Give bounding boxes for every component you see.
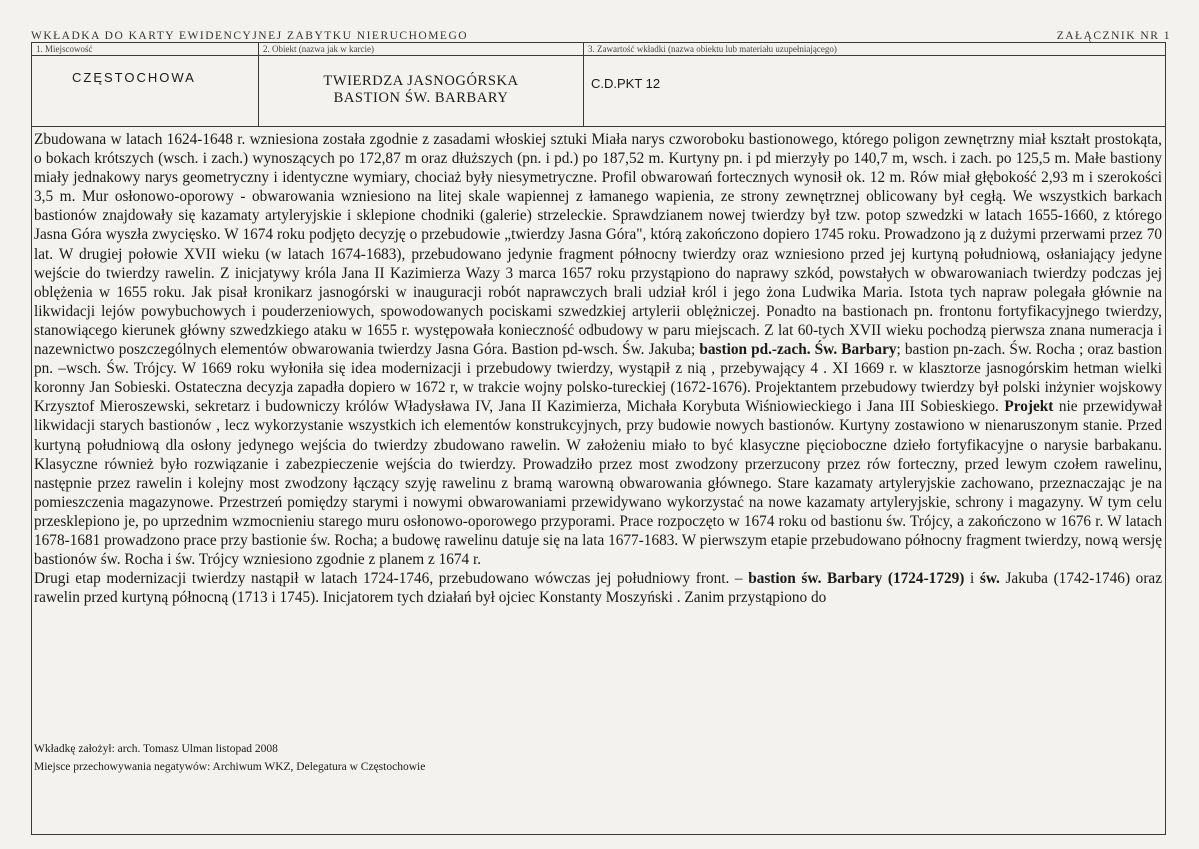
field-content: [584, 43, 1165, 126]
text-run: nie przewidywał likwidacji starych bastionów , lecz wykorzystanie wszystkich ich elementów konstrukcyjnych, przy budowie nowych bastionów. Kurtyny zostawiono w nienaruszonym stanie. Przed kurtyną południową dla osłony jedynego wejścia do twierdzy zbudowano rawelin. W założeniu miało to być klasyczne pięcioboczne dzieło fortyfikacyjne o narysie barbakanu. Klasyczne również było rozwiązanie i zabezpieczenie wejścia do twierdzy. Prowadziło przez most zwodzony przerzucony przez rów forteczny, przed lewym czołem rawelinu, następnie przez rawelin i kolejny most zwodzony łączący szyję rawelinu z bramą warowną obwarowania głównego. Stare kazamaty artyleryjskie zachowano, przeznaczając je na pomieszczenia magazynowe. Przestrzeń pomiędzy starymi i nowymi obwarowaniami przewidywano wykorzystać na nowe kazamaty artyleryjskie, schrony i magazyny. W tym celu przesklepiono je, po uprzednim wzmocnieniu starego muru osłonowo-oporowego przyporami. Prace rozpoczęto w 1674 roku od bastionu św. Trójcy, a zakończono w 1676 r. W latach 1678-1681 prowadzono prace przy bastionie św. Rocha; a budowę rawelinu datuje się na lata 1677-1683. W pierwszym etapie przebudowano północny fragment twierdzy, nową wersję bastionów św. Rocha i św. Trójcy wzniesiono zgodnie z planem z 1674 r.: [34, 398, 1162, 569]
field-place: [32, 43, 259, 126]
field-object: [259, 43, 584, 126]
document-title: WKŁADKA DO KARTY EWIDENCYJNEJ ZABYTKU NIERUCHOMEGO: [31, 30, 469, 42]
text-run: ; bastion pn-zach. Św. Rocha ; oraz bastion pn. –wsch. Św. Trójcy. W 1669 roku wyłoniła się idea modernizacji i przebudowy twierdzy, wystąpił z nią , przebywający 4 . XI 1669 r. w klasztorze jasnogórskim hetman wielki koronny Jan Sobieski. Ostateczna decyzja zapadła dopiero w 1672 r, w trakcie wojny polsko-tureckiej (1672-1676). Projektantem przebudowy twierdzy był polski inżynier wojskowy Krzysztof Mieroszewski, sekretarz i budowniczy królów Władysława IV, Jana II Kazimierza, Michała Korybuta Wiśniowieckiego i Jana III Sobieskiego.: [34, 341, 1162, 416]
field-content-caption: 3. Zawartość wkładki (nazwa obiektu lub materiału uzupełniającego): [588, 44, 837, 54]
footer-author: Wkładkę założył: arch. Tomasz Ulman listopad 2008: [34, 743, 278, 755]
paragraph-1: [34, 130, 1162, 569]
divider: [259, 55, 583, 56]
paragraph-2: [34, 569, 1162, 607]
field-place-caption: 1. Miejscowość: [36, 44, 93, 54]
field-place-value: CZĘSTOCHOWA: [72, 70, 196, 85]
annex-number: ZAŁĄCZNIK NR 1: [1056, 30, 1171, 42]
text-run: i: [964, 570, 980, 588]
field-content-value: C.D.PKT 12: [591, 76, 661, 91]
header-fields-row: [32, 43, 1165, 127]
object-name-line-1: TWIERDZA JASNOGÓRSKA: [323, 73, 519, 89]
footer-storage: Miejsce przechowywania negatywów: Archiwum WKZ, Delegatura w Częstochowie: [34, 761, 426, 773]
text-run: Jakuba (1742-1746) oraz rawelin przed kurtyną północną (1713 i 1745). Inicjatorem tych działań był ojciec Konstanty Moszyński . Zanim przystąpiono do: [34, 570, 1162, 607]
form-frame: [31, 42, 1166, 835]
field-object-value: [259, 73, 583, 107]
bold-run: św.: [979, 570, 1000, 588]
object-name-line-2: BASTION ŚW. BARBARY: [333, 90, 509, 106]
divider: [32, 55, 259, 56]
text-run: Zbudowana w latach 1624-1648 r. wzniesiona została zgodnie z zasadami włoskiej sztuki Miała narys czworoboku bastionowego, którego poligon zewnętrzny miał kształt prostokąta, o bokach krótszych (wsch. i zach.) wynoszących po 172,87 m oraz dłuższych (pn. i pd.) po 187,52 m. Kurtyny pn. i pd mierzyły po 140,7 m, wsch. i zach. po 125,5 m. Małe bastiony miały jednakowy narys geometryczny i identyczne wymiary, chociaż były niesymetryczne. Profil obwarowań fortecznych wynosił ok. 12 m. Rów miał głębokość 2,93 m i szerokości 3,5 m. Mur osłonowo-oporowy - obwarowania wzniesiono na litej skale wapiennej z łamanego wapienia, ze strony zewnętrznej oblicowany był cegłą. We wszystkich barkach bastionów znajdowały się kazamaty artyleryjskie i sklepione chodniki (galerie) strzeleckie. Sprawdzianem nowej twierdzy był tzw. potop szwedzki w latach 1655-1660, z którego Jasna Góra wyszła zwycięsko. W 1674 roku podjęto decyzję o przebudowie „twierdzy Jasna Góra", którą zakończono dopiero 1745 roku. Prowadzono ją z dużymi przerwami przez 70 lat. W drugiej połowie XVII wieku (w latach 1674-1683), przebudowano jedynie fragment północny twierdzy oraz wzniesiono przed jej kurtyną południową, osłaniający jedyne wejście do twierdzy rawelin. Z inicjatywy króla Jana II Kazimierza Wazy 3 marca 1657 roku przystąpiono do naprawy szkód, powstałych w obwarowaniach twierdzy podczas jej oblężenia w 1655 roku. Jak pisał kronikarz jasnogórski w inauguracji robót naprawczych brali udział król i jego żona Ludwika Maria. Istota tych napraw polegała głównie na likwidacji lejów powybuchowych i pouderzeniowych, spowodowanych pociskami szwedzkiej artylerii oblężniczej. Ponadto na bastionach pn. frontonu fortyfikacyjnego twierdzy, stanowiącego kierunek główny szwedzkiego ataku w 1655 r. występowała konieczność odbudowy w paru miejscach. Z lat 60-tych XVII wieku pochodzą pierwsza znana numeracja i nazewnictwo poszczególnych elementów obwarowania twierdzy Jasna Góra. Bastion pd-wsch. Św. Jakuba;: [34, 131, 1162, 359]
page-header: [31, 30, 1171, 42]
divider: [584, 55, 1165, 56]
description-text: [34, 130, 1162, 607]
text-run: Drugi etap modernizacji twierdzy nastąpił w latach 1724-1746, przebudowano wówczas jej południowy front. –: [34, 570, 749, 588]
bold-run: bastion św. Barbary (1724-1729): [748, 570, 965, 588]
bold-run: bastion pd.-zach. Św. Barbary: [699, 341, 897, 359]
bold-run: Projekt: [1004, 398, 1054, 416]
field-object-caption: 2. Obiekt (nazwa jak w karcie): [263, 44, 374, 54]
